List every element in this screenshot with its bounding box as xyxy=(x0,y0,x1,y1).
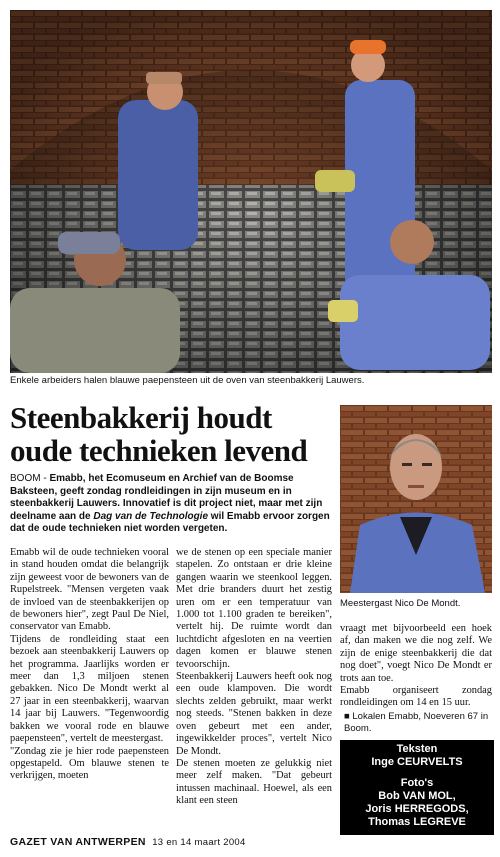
newspaper-name: GAZET VAN ANTWERPEN xyxy=(10,836,146,848)
lead-italic: Dag van de Technologie xyxy=(93,510,209,522)
portrait-caption: Meestergast Nico De Mondt. xyxy=(340,598,461,609)
paragraph: we de stenen op een speciale manier stapelen. Zo ontstaan er drie kleine gangen waarin we steenkool leggen. Met drie branders duurt het zestig uren om er een temperatuur van 1.000 tot 1.100 graden te bereiken", vertelt hij. De ruimte wordt dan luchtdicht afgesloten en na veertien dagen komen er blauwe stenen tevoorschijn. xyxy=(176,547,332,670)
main-photo-caption: Enkele arbeiders halen blauwe paepensteen uit de oven van steenbakkerij Lauwers. xyxy=(10,375,365,386)
photographer: Thomas LEGREVE xyxy=(368,816,466,828)
publication-date: 13 en 14 maart 2004 xyxy=(152,837,246,848)
lead-paragraph xyxy=(10,473,335,536)
article-column-1 xyxy=(10,547,169,783)
photographer: Joris HERREGODS, xyxy=(365,803,469,815)
paragraph: Emabb wil de oude technieken vooral in stand houden omdat die belangrijk zijn geweest voor de bewoners van de Rupelstreek. "Mensen vergeten vaak de invloed van de steenbakkerijen op de bewoners hier", zegt Paul De Niel, conservator van Emabb. xyxy=(10,547,169,633)
paragraph: Tijdens de rondleiding staat een bezoek aan steenbakkerij Lauwers op het programma. Jaarlijks worden er meer dan 1,3 miljoen stenen gebakken. Nico De Mondt werkt al 27 jaar in een steenbakkerij, waarvan 14 jaar bij Lauwers. "Tegenwoordig bakken we vooral rode en blauwe paepensteen", vertelt de meestergast. xyxy=(10,633,169,745)
bullet-icon: ■ xyxy=(344,711,350,722)
info-line xyxy=(344,711,494,735)
headline-line-2: oude technieken levend xyxy=(10,433,308,468)
paragraph: De stenen moeten ze gelukkig niet meer zelf maken. "Dat gebeurt intussen machinaal. Hoewel, als een klant een steen xyxy=(176,757,332,807)
article-column-2 xyxy=(176,547,332,808)
dateline-place: BOOM - xyxy=(10,473,47,484)
publication-footer xyxy=(10,836,246,848)
info-text: Lokalen Emabb, Noeveren 67 in Boom. xyxy=(344,711,489,734)
lead-text: Emabb, het Ecomuseum en Archief van de Boomse Baksteen, geeft zondag rondleidingen in zijn museum en in steenbakkerij Lauwers. Innovatief is dit project niet, maar met zijn deelname aan de xyxy=(10,473,323,522)
texts-label: Teksten xyxy=(396,743,438,755)
article-column-3 xyxy=(340,623,492,710)
paragraph: Steenbakkerij Lauwers heeft ook nog een oude klampoven. Die wordt slechts zelden gebruikt, maar werkt nog steeds. "Stenen bakken in deze oven gebeurt met een ander, ingewikkelder proces", vertelt Nico De Mondt. xyxy=(176,671,332,757)
photographer: Bob VAN MOL, xyxy=(378,790,456,802)
lead-text-end: wil Emabb ervoor zorgen dat de oude technieken niet worden vergeten. xyxy=(10,510,330,535)
portrait-photo xyxy=(340,405,492,593)
paragraph: Emabb organiseert zondag rondleidingen om 14 en 15 uur. xyxy=(340,685,492,709)
paragraph: vraagt met bijvoorbeeld een hoek af, dan maken we die nog zelf. We zijn de enige steenbakkerij die dat nog doet", voegt Nico De Mondt er trots aan toe. xyxy=(340,623,492,684)
kiln-photo xyxy=(10,10,492,373)
headline xyxy=(10,401,340,467)
headline-line-1: Steenbakkerij houdt xyxy=(10,400,272,435)
photos-label: Foto's xyxy=(400,777,434,789)
paragraph: "Zondag zie je hier rode paepensteen opgestapeld. Om blauwe stenen te verkrijgen, moeten xyxy=(10,745,169,782)
credits-box xyxy=(340,740,494,835)
texts-author: Inge CEURVELTS xyxy=(371,756,463,768)
